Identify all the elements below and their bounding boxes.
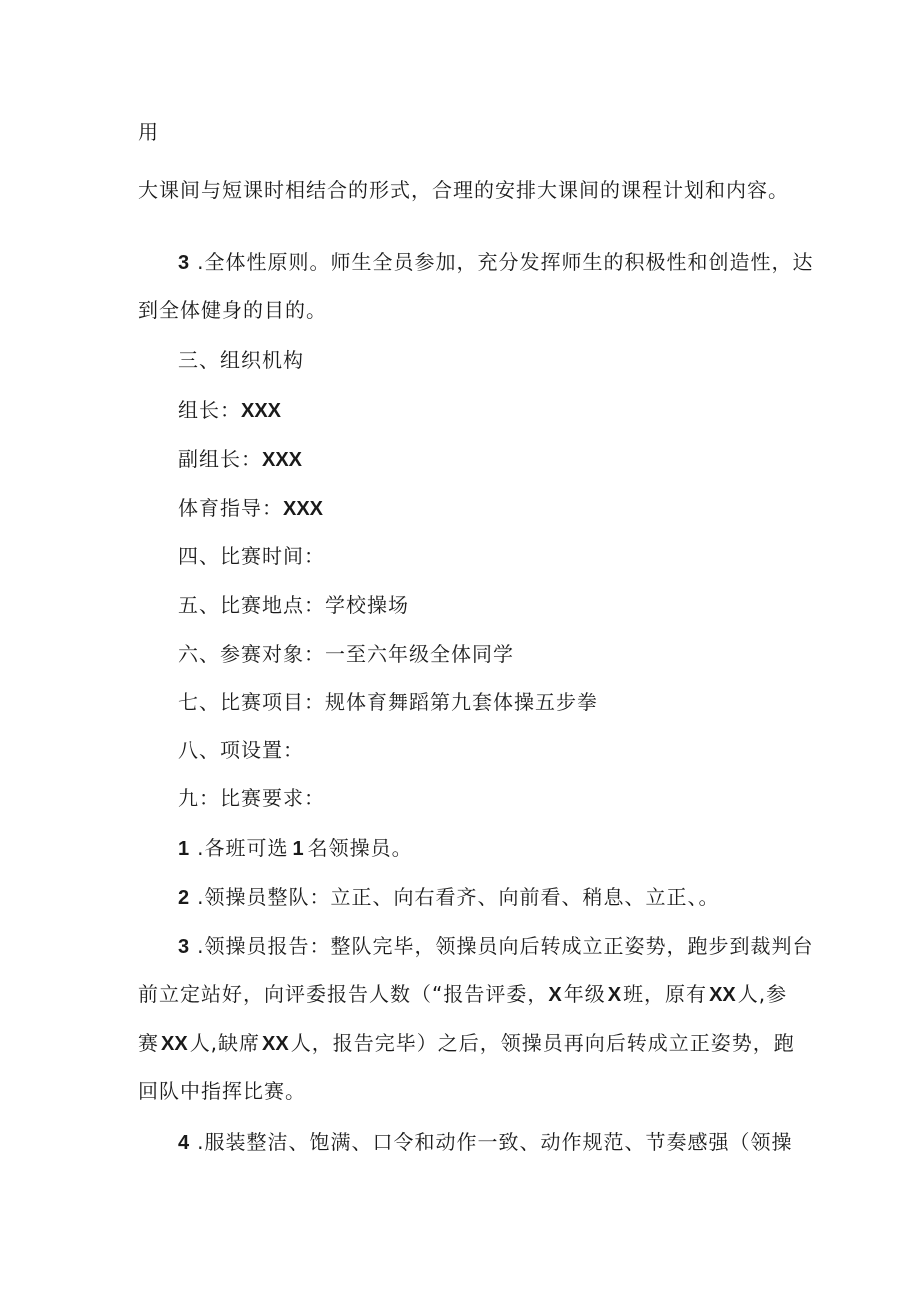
value: XX bbox=[709, 984, 736, 1006]
requirement-3-line-4 bbox=[138, 1077, 306, 1105]
text: 六、参赛对象：一至六年级全体同学 bbox=[178, 642, 514, 666]
paragraph-fragment bbox=[138, 118, 159, 146]
item-3-principle-line-1 bbox=[178, 248, 813, 277]
text: 前立定站好，向评委报告人数（“报告评委， bbox=[138, 982, 549, 1006]
value: 1 bbox=[292, 838, 304, 860]
item-number: 3 bbox=[178, 936, 190, 958]
heading: 三、组织机构 bbox=[178, 348, 304, 372]
text: 年级 bbox=[563, 982, 606, 1006]
section-3-title bbox=[178, 346, 304, 374]
text: 赛 bbox=[138, 1031, 159, 1055]
text: 班，原有 bbox=[623, 982, 708, 1006]
item-number: 1 bbox=[178, 838, 190, 860]
text: 七、比赛项目：规体育舞蹈第九套体操五步拳 bbox=[178, 690, 598, 714]
text: .领操员报告：整队完毕，领操员向后转成立正姿势，跑步到裁判台 bbox=[197, 934, 814, 958]
pe-guide-line bbox=[178, 494, 323, 523]
text: 四、比赛时间： bbox=[178, 544, 325, 568]
value: XX bbox=[161, 1033, 188, 1055]
value: XX bbox=[262, 1033, 289, 1055]
text: 名领操员。 bbox=[307, 836, 413, 860]
item-number: 2 bbox=[178, 887, 190, 909]
value: X bbox=[548, 984, 562, 1006]
text: 五、比赛地点：学校操场 bbox=[178, 593, 409, 617]
text: 大课间与短课时相结合的形式，合理的安排大课间的课程计划和内容。 bbox=[138, 178, 789, 202]
requirement-3-line-1 bbox=[178, 932, 813, 961]
text: .各班可选 bbox=[197, 836, 289, 860]
text: 用 bbox=[138, 120, 159, 144]
item-number: 3 bbox=[178, 252, 190, 274]
text: 九：比赛要求： bbox=[178, 786, 325, 810]
value: XXX bbox=[262, 449, 303, 471]
label: 组长： bbox=[178, 398, 241, 422]
paragraph-schedule bbox=[138, 176, 789, 204]
section-9-requirements bbox=[178, 784, 325, 812]
value: XXX bbox=[283, 498, 324, 520]
item-3-principle-line-2 bbox=[138, 296, 327, 324]
requirement-4 bbox=[178, 1128, 792, 1157]
value: X bbox=[607, 984, 622, 1006]
text: 人,缺席 bbox=[189, 1031, 261, 1055]
section-4-time bbox=[178, 542, 325, 570]
text: .全体性原则。师生全员参加，充分发挥师生的积极性和创造性，达 bbox=[197, 250, 814, 274]
leader-line bbox=[178, 396, 281, 425]
text: 人，报告完毕）之后，领操员再向后转成立正姿势，跑 bbox=[290, 1031, 795, 1055]
requirement-3-line-3 bbox=[138, 1029, 795, 1058]
section-5-place bbox=[178, 591, 409, 619]
section-8-setting bbox=[178, 736, 304, 764]
text: 人,参 bbox=[737, 982, 788, 1006]
item-number: 4 bbox=[178, 1132, 190, 1154]
text: .服装整洁、饱满、口令和动作一致、动作规范、节奏感强（领操 bbox=[197, 1130, 793, 1154]
text: .领操员整队：立正、向右看齐、向前看、稍息、立正、。 bbox=[197, 885, 720, 909]
requirement-1 bbox=[178, 834, 413, 863]
label: 副组长： bbox=[178, 447, 262, 471]
deputy-leader-line bbox=[178, 445, 302, 474]
text: 到全体健身的目的。 bbox=[138, 298, 327, 322]
requirement-2 bbox=[178, 883, 719, 912]
text: 回队中指挥比赛。 bbox=[138, 1079, 306, 1103]
section-7-event bbox=[178, 688, 598, 716]
section-6-participants bbox=[178, 640, 514, 668]
requirement-3-line-2 bbox=[138, 980, 787, 1009]
text: 八、项设置： bbox=[178, 738, 304, 762]
value: XXX bbox=[241, 400, 282, 422]
label: 体育指导： bbox=[178, 496, 283, 520]
